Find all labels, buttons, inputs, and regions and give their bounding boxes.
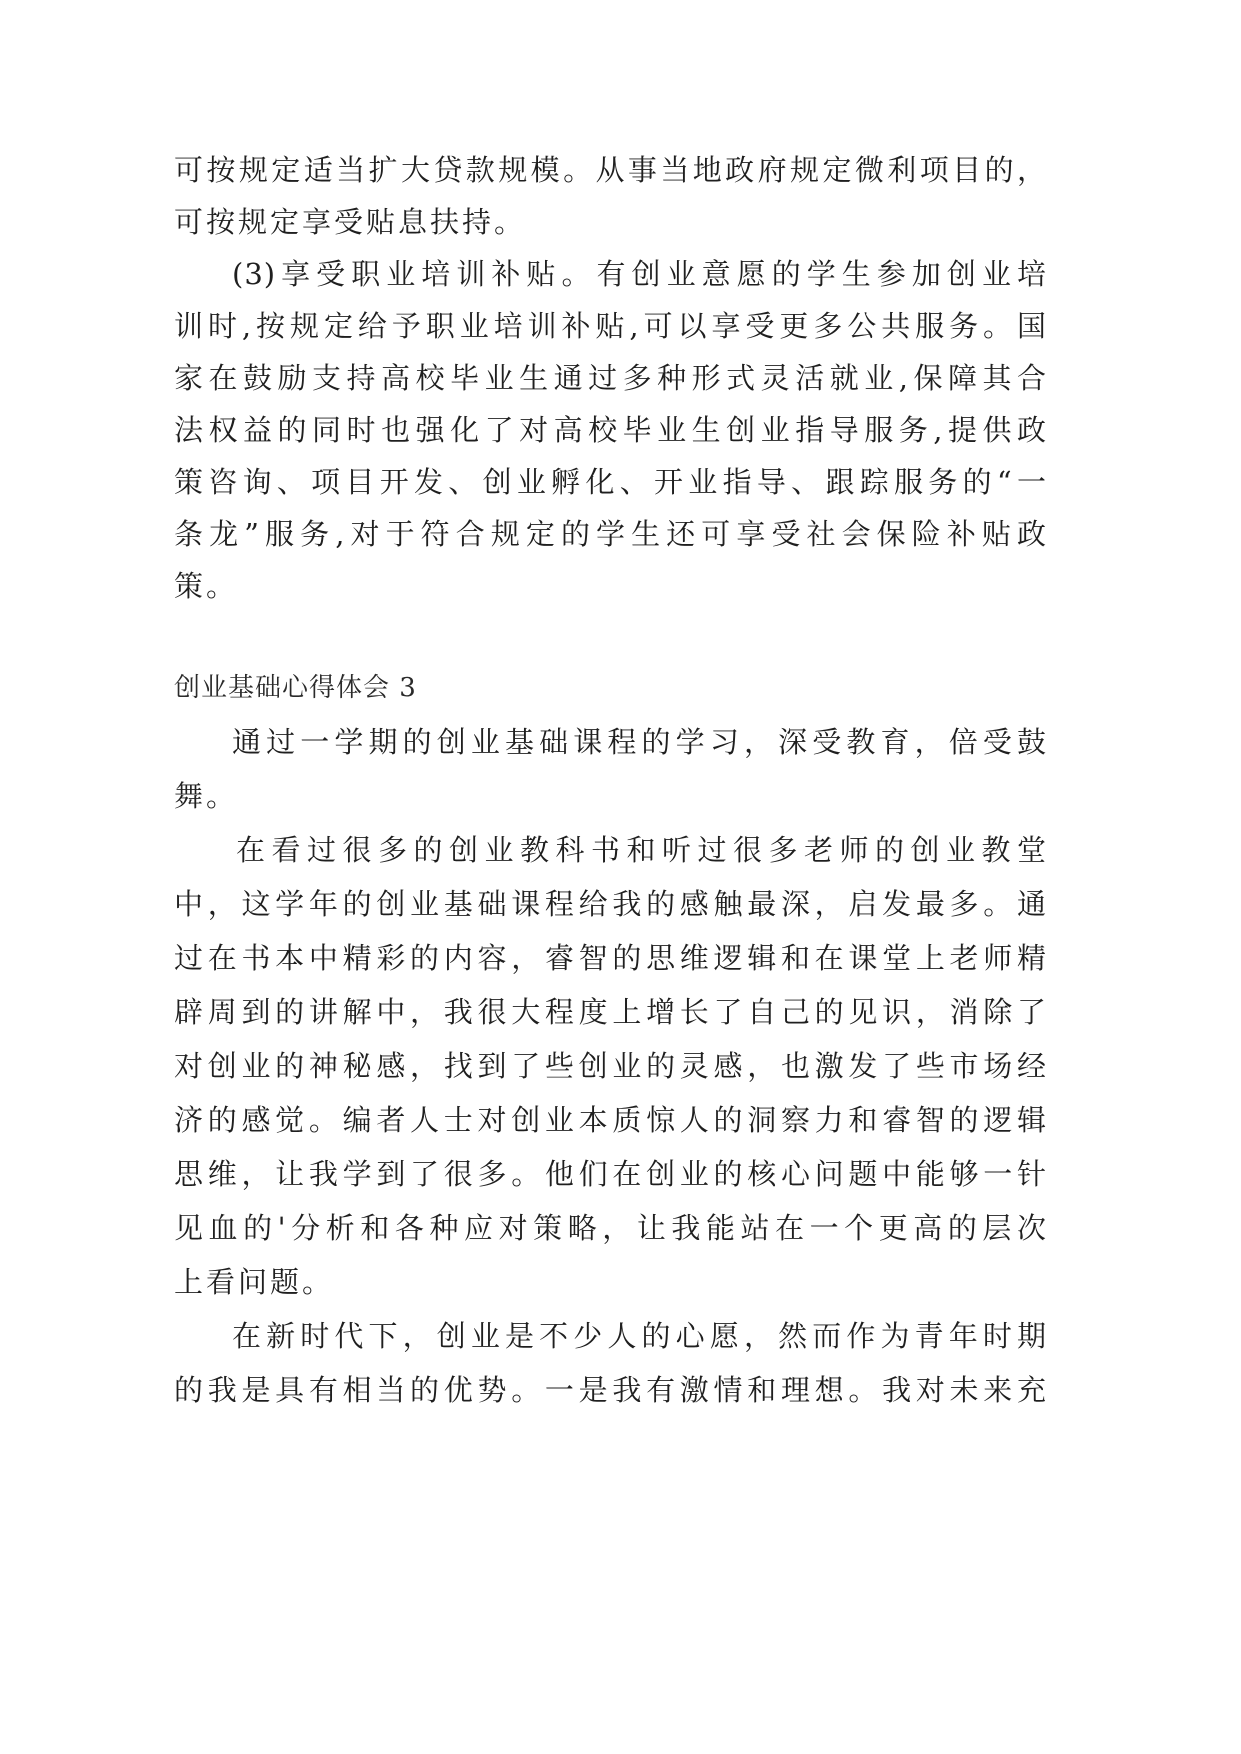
text-line: 可按规定适当扩大贷款规模。从事当地政府规定微利项目的，	[174, 153, 1047, 187]
text-line: 可按规定享受贴息扶持。	[174, 205, 527, 239]
text-line: 策。	[174, 569, 239, 603]
text-line: 在新时代下，创业是不少人的心愿，然而作为青年时期	[232, 1319, 1047, 1353]
text-line: 舞。	[174, 779, 239, 813]
text-line: 过在书本中精彩的内容，睿智的思维逻辑和在课堂上老师精	[174, 941, 1047, 975]
text-line: 的我是具有相当的优势。一是我有激情和理想。我对未来充	[174, 1373, 1047, 1407]
text-line: (3)享受职业培训补贴。有创业意愿的学生参加创业培	[232, 257, 1047, 291]
text-line: 济的感觉。编者人士对创业本质惊人的洞察力和睿智的逻辑	[174, 1103, 1047, 1137]
text-line: 法权益的同时也强化了对高校毕业生创业指导服务,提供政	[174, 413, 1047, 447]
text-line: 在看过很多的创业教科书和听过很多老师的创业教堂	[236, 833, 1047, 867]
text-line: 条龙”服务,对于符合规定的学生还可享受社会保险补贴政	[174, 517, 1047, 551]
text-line: 上看问题。	[174, 1265, 335, 1299]
text-line: 训时,按规定给予职业培训补贴,可以享受更多公共服务。国	[174, 309, 1047, 343]
text-line: 家在鼓励支持高校毕业生通过多种形式灵活就业,保障其合	[174, 361, 1047, 395]
text-line: 策咨询、项目开发、创业孵化、开业指导、跟踪服务的“一	[174, 465, 1047, 499]
text-line: 思维，让我学到了很多。他们在创业的核心问题中能够一针	[174, 1157, 1047, 1191]
text-line: 对创业的神秘感，找到了些创业的灵感，也激发了些市场经	[174, 1049, 1047, 1083]
text-line: 中，这学年的创业基础课程给我的感触最深，启发最多。通	[174, 887, 1047, 921]
text-line: 见血的'分析和各种应对策略，让我能站在一个更高的层次	[174, 1211, 1047, 1245]
text-line: 通过一学期的创业基础课程的学习，深受教育，倍受鼓	[232, 725, 1047, 759]
text-line: 辟周到的讲解中，我很大程度上增长了自己的见识，消除了	[174, 995, 1047, 1029]
section-heading: 创业基础心得体会 3	[174, 673, 417, 703]
